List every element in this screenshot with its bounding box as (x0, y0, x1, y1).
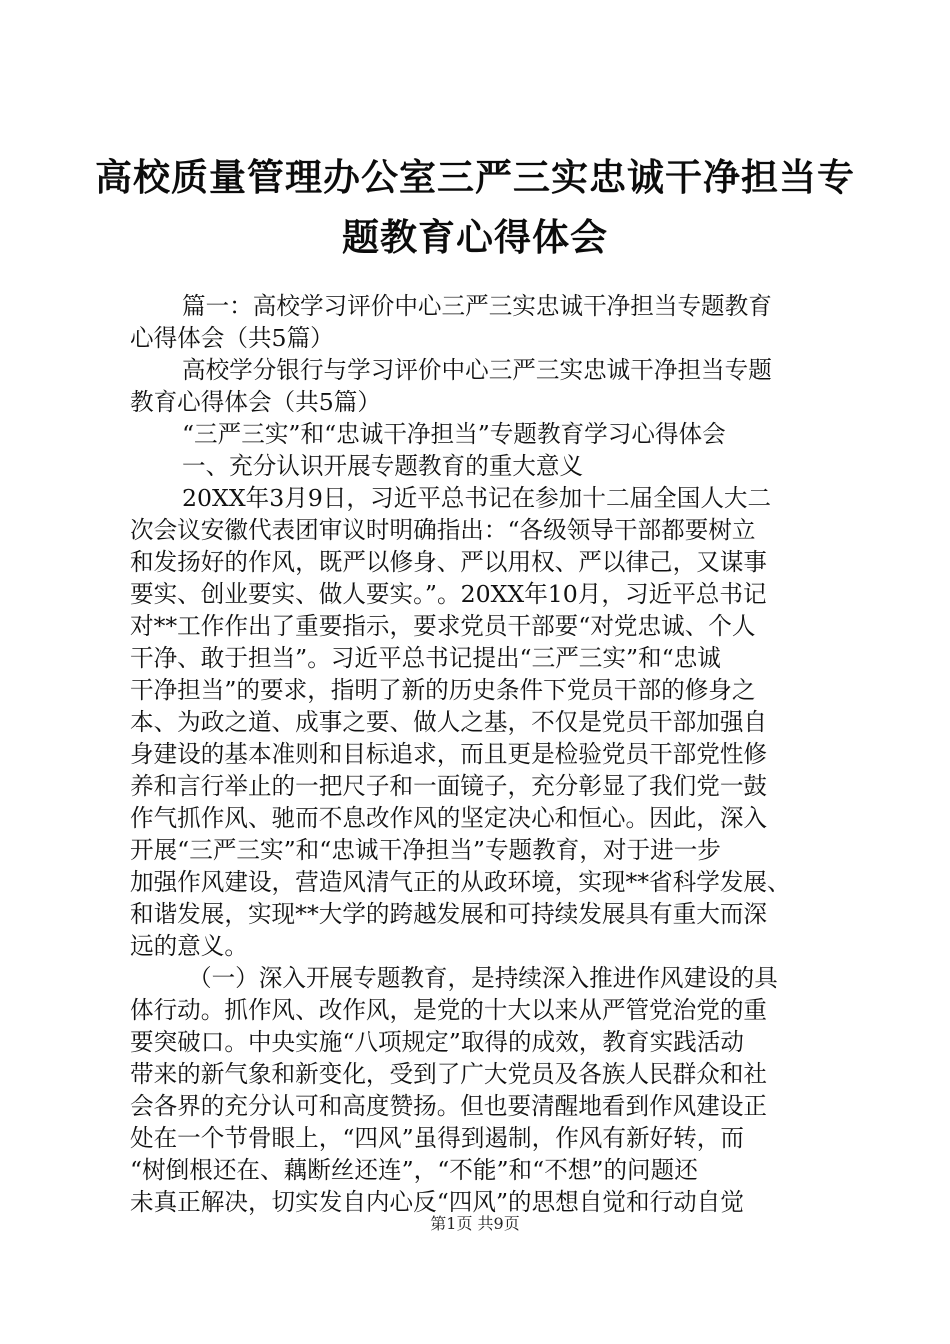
section-heading: 一、充分认识开展专题教育的重大意义 (182, 452, 584, 480)
body-line: 加强作风建设，营造风清气正的从政环境，实现**省科学发展、 (130, 868, 791, 896)
document-title-line-1: 高校质量管理办公室三严三实忠诚干净担当专 (95, 156, 855, 199)
document-title-line-2: 题教育心得体会 (342, 216, 608, 259)
body-line: “树倒根还在、藕断丝还连”，“不能”和“不想”的问题还 (130, 1156, 698, 1184)
body-line: 开展“三严三实”和“忠诚干净担当”专题教育，对于进一步 (130, 836, 721, 864)
body-line: 身建设的基本准则和目标追求，而且更是检验党员干部党性修 (130, 740, 768, 768)
body-line: 和谐发展，实现**大学的跨越发展和可持续发展具有重大而深 (130, 900, 768, 928)
body-line: 养和言行举止的一把尺子和一面镜子，充分彰显了我们党一鼓 (130, 772, 768, 800)
body-line: 体行动。抓作风、改作风，是党的十大以来从严管党治党的重 (130, 996, 768, 1024)
body-line: 次会议安徽代表团审议时明确指出：“各级领导干部都要树立 (130, 516, 756, 544)
page-number-footer: 第1页 共9页 (430, 1214, 520, 1233)
body-line: 未真正解决，切实发自内心反“四风”的思想自觉和行动自觉 (130, 1188, 744, 1216)
body-line: 高校学分银行与学习评价中心三严三实忠诚干净担当专题 (182, 356, 772, 384)
body-line: 篇一：高校学习评价中心三严三实忠诚干净担当专题教育 (182, 292, 772, 320)
body-line: 教育心得体会（共5篇） (130, 388, 381, 416)
body-line: 远的意义。 (130, 932, 248, 960)
body-line: “三严三实”和“忠诚干净担当”专题教育学习心得体会 (182, 420, 726, 448)
body-line: 20XX年3月9日，习近平总书记在参加十二届全国人大二 (182, 484, 772, 512)
body-line: 要突破口。中央实施“八项规定”取得的成效，教育实践活动 (130, 1028, 744, 1056)
body-line: 处在一个节骨眼上，“四风”虽得到遏制，作风有新好转，而 (130, 1124, 744, 1152)
body-line: 对**工作作出了重要指示，要求党员干部要“对党忠诚、个人 (130, 612, 756, 640)
body-line: 本、为政之道、成事之要、做人之基，不仅是党员干部加强自 (130, 708, 768, 736)
body-line: 干净担当”的要求，指明了新的历史条件下党员干部的修身之 (130, 676, 756, 704)
body-line: 和发扬好的作风，既严以修身、严以用权、严以律己，又谋事 (130, 548, 768, 576)
body-line: 心得体会（共5篇） (130, 324, 334, 352)
body-line: 要实、创业要实、做人要实。”。20XX年10月，习近平总书记 (130, 580, 767, 608)
body-line: 干净、敢于担当”。习近平总书记提出“三严三实”和“忠诚 (130, 644, 721, 672)
subsection-line: （一）深入开展专题教育，是持续深入推进作风建设的具 (188, 964, 778, 992)
body-line: 会各界的充分认可和高度赞扬。但也要清醒地看到作风建设正 (130, 1092, 768, 1120)
document-body (130, 290, 850, 1218)
body-line: 作气抓作风、驰而不息改作风的坚定决心和恒心。因此，深入 (130, 804, 768, 832)
body-line: 带来的新气象和新变化，受到了广大党员及各族人民群众和社 (130, 1060, 768, 1088)
